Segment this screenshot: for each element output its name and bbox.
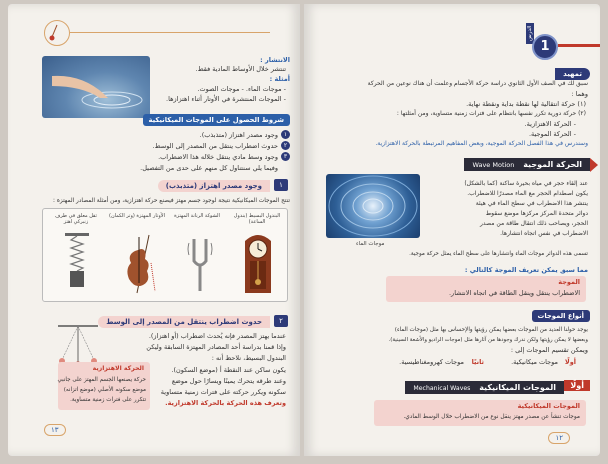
wave-definition-box — [386, 276, 586, 302]
source-label-clock: البندول البسيط (بندول الساعة) — [233, 213, 281, 225]
source-label-violin: الأوتار المهتزة (وتر الكمان) — [109, 213, 165, 219]
dist-line-1: عندما يهتز المصدر فإنه يُحدث اضطراب (أو اهتزاز). — [148, 332, 286, 340]
cond-note: وفيما يلي سنتناول كل منهم على حدى من التفصيل. — [140, 164, 278, 172]
right-page-number: ١٢ — [548, 432, 570, 444]
cond-item-1: وجود مصدر اهتزاز (متذبذب). — [199, 131, 278, 139]
first-mark: أولًا — [564, 380, 590, 391]
lesson-word: الدرس — [526, 23, 534, 44]
dist-line-3: البندول البسيط، نلاحظ أنه : — [211, 354, 286, 362]
types-heading: أنواع الموجات — [532, 310, 590, 322]
dist-line-2: وإذا قمنا بدراسة أحد المصادر المهتزة السابقة وليكن — [146, 343, 286, 351]
mech-def: موجات تنشأ عن مصدر مهتز ينقل نوع من الاضطراب خلال الوسط المادي. — [403, 414, 580, 420]
intro-line-2: وهما : — [571, 90, 588, 98]
intro-line-4: (٢) حركة دورية تكرر نفسها بانتظام على فترات زمنية متساوية، ومن أمثلتها : — [396, 110, 586, 117]
source-label-spring: ثقل معلق في طرف زنبركي اهتز — [55, 213, 97, 225]
types-line-1: يوجد حولنا العديد من الموجات بعضها يمكن رؤيتها والإحساس بها مثل (موجات الماء) — [394, 327, 588, 333]
wave-line-6: الاضطراب في نفس اتجاه انتشارها. — [500, 230, 588, 237]
right-page — [304, 4, 600, 456]
oscillation-definition-box — [58, 362, 150, 410]
disturbance-heading: حدوث اضطراب ينتقل من المصدر إلى الوسط — [98, 316, 270, 328]
wave-line-7: تسمى هذه الدوائر موجات الماء وانتشارها على سطح الماء يمثل حركة موجية. — [409, 251, 588, 257]
lesson-badge: 1 — [532, 34, 558, 60]
mechanical-definition-box — [374, 400, 586, 426]
source-label-fork: الشوكة الرنانة المهتزة — [174, 213, 220, 219]
define-term: الموجة — [558, 278, 580, 286]
types-line-2: وبعضها لا يمكن رؤيتها ولكن ندرك وجودها من آثارها مثل (موجات الراديو والأشعة السينية). — [388, 337, 588, 343]
intro-line-3: (١) حركة انتقالية لها نقطة بداية ونقطة نهاية. — [466, 100, 586, 108]
types-first: موجات ميكانيكية. — [511, 358, 558, 366]
wave-line-4: دوائر متحدة المركز مركزها موضع سقوط — [485, 210, 588, 217]
intro-line-5: - الحركة الاهتزازية. — [524, 120, 576, 128]
cond-badge-1: ١ — [281, 130, 290, 139]
define-heading: مما سبق يمكن تعريف الموجة كالتالي : — [464, 266, 588, 274]
intro-line-7: وسندرس في هذا الفصل الحركة الموجية، وبعض المفاهيم المرتبطة بالحركة الاهتزازية. — [375, 140, 588, 147]
dist-line-5: وعند طرقه يتحرك يمينًا ويسارًا حول موضع — [171, 377, 286, 385]
water-photo-caption: موجات الماء — [356, 241, 385, 247]
wave-line-2: يكون اصطدام الحجر مع الماء مصدرًا للاضطراب. — [467, 190, 588, 197]
cond-item-2: حدوث اضطراب ينتقل من المصدر إلى الوسط. — [152, 142, 278, 150]
top-rule — [70, 32, 270, 33]
left-page-number: ١٣ — [44, 424, 66, 436]
spread-line-4: - الموجات المنتشرة في الأوتار أثناء اهتزازها. — [166, 95, 286, 103]
wave-motion-en: Wave Motion — [472, 161, 515, 169]
mech-ar: الموجات الميكانيكية — [479, 383, 556, 392]
mechanical-heading — [405, 381, 564, 394]
source-line: تنتج الموجات الميكانيكية نتيجة لوجود جسم مهتز فيصنع حركة اهتزازية، ومن أمثلة المصادر المهتزة : — [53, 198, 290, 204]
wave-heading-arrow — [590, 158, 598, 172]
violin-icon — [121, 233, 161, 297]
pendulum-clock-icon — [241, 231, 275, 297]
types-first-mark: أولًا — [564, 358, 576, 366]
wave-line-1: عند إلقاء حجر في مياه بحيرة ساكنة (كما بالشكل) — [464, 180, 588, 187]
conditions-heading: شروط الحصول على الموجات الميكانيكية — [143, 114, 290, 126]
define-text: الاضطراب ينتقل وينقل الطاقة في اتجاه الانتشار. — [448, 289, 580, 297]
left-page — [8, 4, 300, 456]
pendulum-logo-icon — [44, 20, 70, 46]
cond-badge-2: ٢ — [281, 141, 290, 150]
spread-line-1: تنتشر خلال الأوساط المادية فقط. — [195, 65, 286, 73]
spring-mass-icon — [61, 233, 93, 297]
tuning-fork-icon — [185, 235, 215, 295]
water-ripples-photo — [326, 174, 420, 238]
mech-en: Mechanical Waves — [413, 385, 471, 392]
wave-line-5: الحجر، ويصاحب ذلك انتقال طاقة من مصدر — [480, 220, 588, 227]
dist-line-6: سكونه ويكرر حركته على فترات زمنية متساوية — [160, 388, 286, 396]
intro-line-1: سبق لك في الصف الأول الثانوي دراسة حركة الأجسام وعلمت أن هناك نوعين من الحركة — [367, 80, 588, 87]
types-line-3: ويمكن تقسيم الموجات إلى : — [510, 346, 588, 354]
osc-term: الحركة الاهتزازية — [92, 365, 144, 372]
spread-line-2: أمثلة : — [269, 75, 290, 83]
cond-badge-3: ٣ — [281, 152, 290, 161]
cond-item-3: وجود وسط مادي ينتقل خلاله هذا الاضطراب. — [158, 153, 278, 161]
osc-def-3: تتكرر على فترات زمنية متساوية. — [70, 397, 146, 403]
lesson-bar — [558, 44, 600, 47]
intro-heading: تمهيد — [555, 68, 590, 80]
spread-line-3: - موجات الماء. - موجات الصوت. — [197, 85, 286, 93]
wave-motion-ar: الحركة الموجية — [523, 160, 582, 169]
hand-water-photo — [42, 56, 150, 118]
types-second-mark: ثانيًا — [471, 358, 484, 366]
wave-line-3: ينتشر هذا الاضطراب في سطح الماء في هيئة — [475, 200, 588, 207]
disturbance-number: ٢ — [274, 315, 288, 327]
wave-motion-heading — [464, 158, 590, 171]
intro-line-6: - الحركة الموجية. — [528, 130, 576, 138]
dist-line-4: يكون ساكن عند النقطة أ (موضع السكون). — [171, 366, 286, 374]
dist-line-7: وتعرف هذه الحركة بالحركة الاهتزازية. — [165, 399, 286, 407]
source-heading: وجود مصدر اهتزاز (متذبذب) — [158, 180, 270, 192]
sources-figure — [42, 208, 288, 302]
source-number: ١ — [274, 179, 288, 191]
types-second: موجات كهرومغناطيسية. — [399, 358, 464, 366]
osc-def-2: موضع سكونه الأصلي (موضع اتزانه) — [63, 387, 146, 393]
mech-term: الموجات الميكانيكية — [517, 402, 580, 410]
spread-label: الانتشار : — [260, 56, 290, 64]
osc-def-1: حركة يصنعها الجسم المهتز على جانبي — [57, 377, 146, 383]
